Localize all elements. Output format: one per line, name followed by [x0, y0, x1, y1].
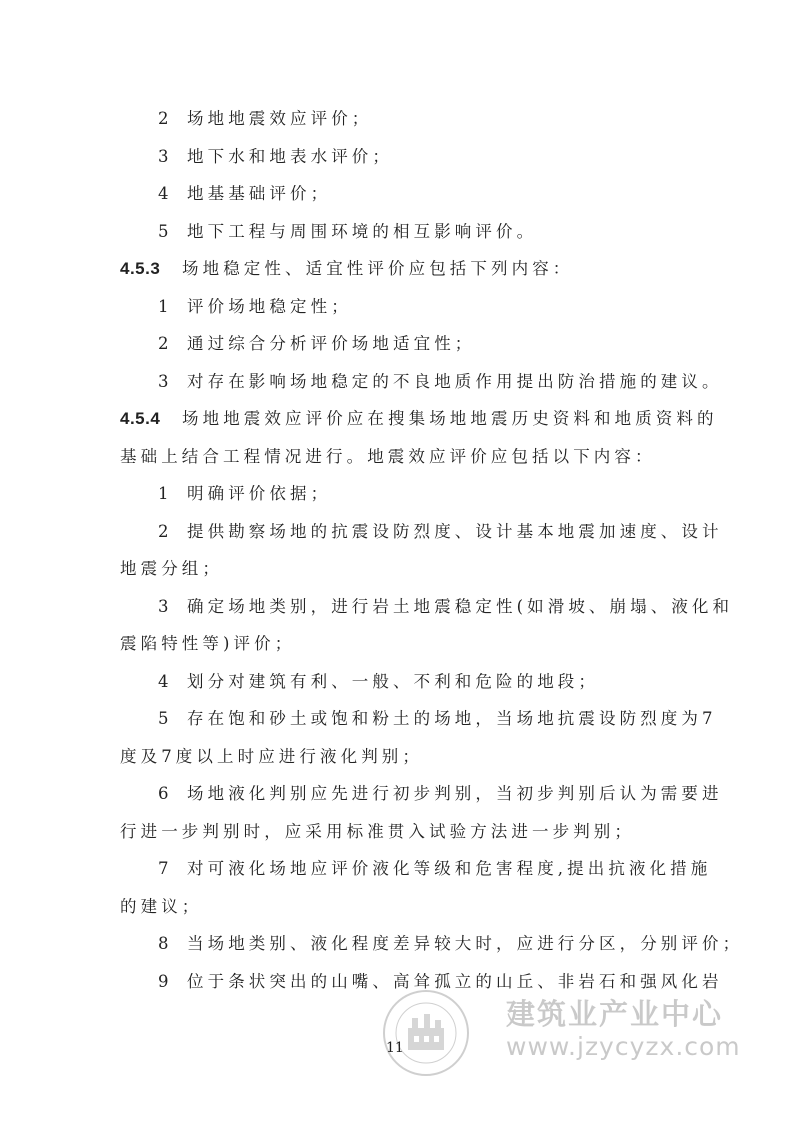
list-item: 4 地基基础评价；	[158, 184, 332, 203]
list-item: 1 评价场地稳定性；	[158, 297, 352, 316]
paragraph-continuation: 行进一步判别时，应采用标准贯入试验方法进一步判别；	[120, 822, 635, 841]
list-item: 2 通过综合分析评价场地适宜性；	[158, 334, 476, 353]
section-heading-4-5-3: 4.5.3 场地稳定性、适宜性评价应包括下列内容：	[120, 259, 574, 278]
watermark-seal-icon	[378, 988, 474, 1078]
watermark-title: 建筑业产业中心	[506, 997, 724, 1031]
list-item: 3 地下水和地表水评价；	[158, 147, 393, 166]
paragraph-continuation: 度及7度以上时应进行液化判别；	[120, 747, 423, 766]
list-item: 3 确定场地类别，进行岩土地震稳定性(如滑坡、崩塌、液化和	[158, 597, 734, 616]
paragraph-continuation: 地震分组；	[120, 559, 223, 578]
list-item: 8 当场地类别、液化程度差异较大时，应进行分区，分别评价；	[158, 934, 744, 953]
list-item: 7 对可液化场地应评价液化等级和危害程度,提出抗液化措施	[158, 859, 712, 878]
watermark-url: www.jzycyzx.com	[506, 1032, 741, 1061]
list-item: 3 对存在影响场地稳定的不良地质作用提出防治措施的建议。	[158, 372, 723, 391]
list-item: 5 地下工程与周围环境的相互影响评价。	[158, 222, 538, 241]
paragraph-continuation: 震陷特性等)评价；	[120, 634, 296, 653]
watermark	[378, 988, 741, 1078]
list-item: 2 提供勘察场地的抗震设防烈度、设计基本地震加速度、设计	[158, 522, 723, 541]
page-number: 11	[386, 1040, 404, 1056]
list-item: 2 场地地震效应评价；	[158, 109, 373, 128]
list-item: 4 划分对建筑有利、一般、不利和危险的地段；	[158, 672, 599, 691]
section-heading-4-5-4: 4.5.4 场地地震效应评价应在搜集场地地震历史资料和地质资料的	[120, 409, 718, 428]
paragraph-continuation: 的建议；	[120, 897, 203, 916]
paragraph-continuation: 基础上结合工程情况进行。地震效应评价应包括以下内容：	[120, 447, 656, 466]
list-item: 6 场地液化判别应先进行初步判别，当初步判别后认为需要进	[158, 784, 723, 803]
list-item: 1 明确评价依据；	[158, 484, 332, 503]
list-item: 5 存在饱和砂土或饱和粉土的场地，当场地抗震设防烈度为7	[158, 709, 717, 728]
list-item: 9 位于条状突出的山嘴、高耸孤立的山丘、非岩石和强风化岩	[158, 972, 723, 991]
